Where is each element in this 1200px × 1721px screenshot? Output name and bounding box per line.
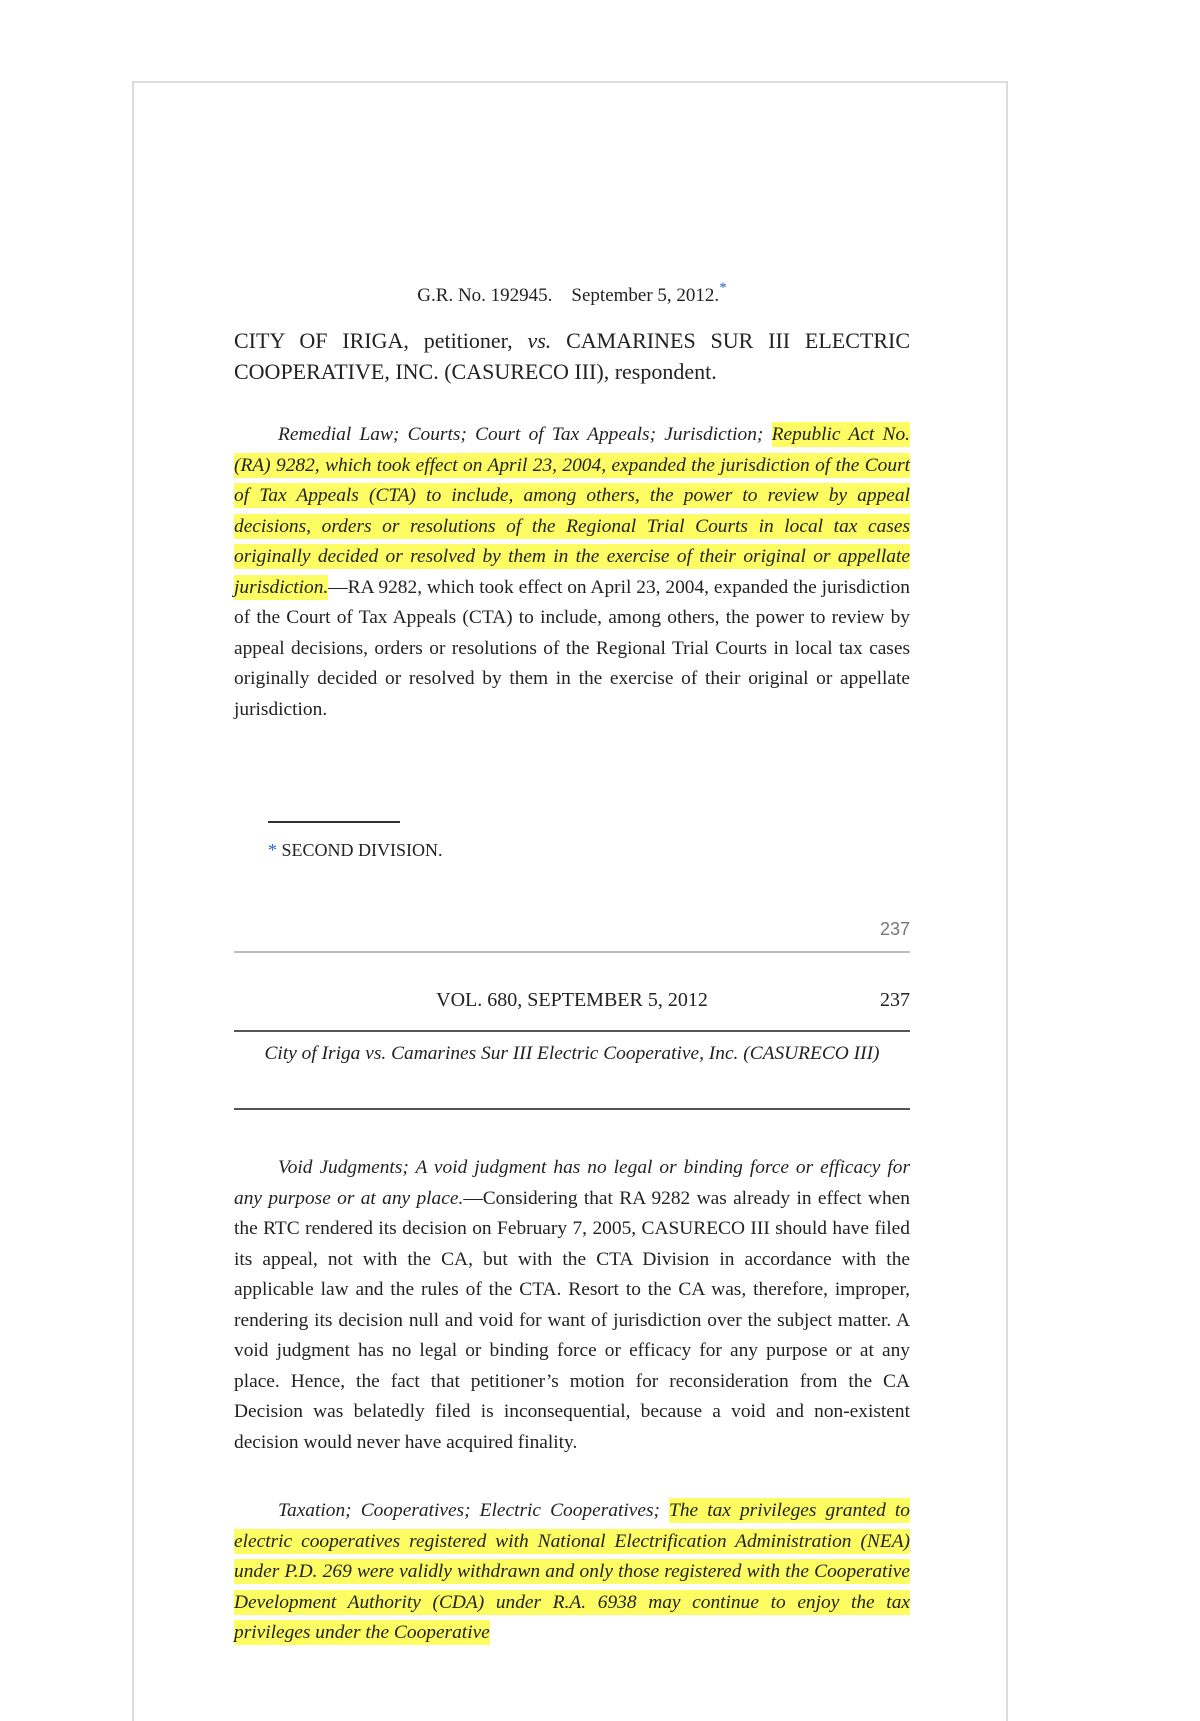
syllabus-topics: Remedial Law; Courts; Court of Tax Appeals; Jurisdiction; [278, 424, 772, 445]
header-rule-top [234, 1030, 910, 1032]
versus: vs. [527, 328, 552, 353]
header-rule-bottom [234, 1108, 910, 1110]
syllabus-topics: Void Judgments; [278, 1157, 416, 1178]
highlighted-doctrine[interactable]: Republic Act No. (RA) 9282, which took effect on April 23, 2004, expanded the jurisdiction of the Court of Tax Appeals (CTA) to include, among others, the power to review by appeal decisions, orders or resolutions of the Regional Trial Courts in local tax cases originally decided or resolved by them in the exercise of their original or appellate jurisdiction. [234, 424, 910, 598]
footnote-text: SECOND DIVISION. [281, 840, 443, 860]
highlighted-doctrine[interactable]: The tax privileges granted to electric cooperatives registered with National Electrification Administration (NEA) under P.D. 269 were validly withdrawn and only those registered with the Cooperative Development Authority (CDA) under R.A. 6938 may continue to enjoy the tax privileges under the Cooperative [234, 1500, 910, 1643]
syllabus-text: —Considering that RA 9282 was already in effect when the RTC rendered its decision on February 7, 2005, CASURECO III should have filed its appeal, not with the CA, but with the CTA Division in accordance with the applicable law and the rules of the CTA. Resort to the CA was, therefore, improper, rendering its decision null and void for want of jurisdiction over the subject matter. A void judgment has no legal or binding force or efficacy for any purpose or at any place. Hence, the fact that petitioner’s motion for reconsideration from the CA Decision was belatedly filed is inconsequential, because a void and non-existent decision would never have acquired finality. [234, 1187, 910, 1453]
syllabus-doctrine: A void judgment has no legal or binding force or efficacy for any purpose or at any place. [234, 1157, 910, 1209]
footnote-divider [268, 821, 400, 823]
syllabus-text: —RA 9282, which took effect on April 23, 2004, expanded the jurisdiction of the Court of Tax Appeals (CTA) to include, among others, the power to review by appeal decisions, orders or resolutions of the Regional Trial Courts in local tax cases originally decided or resolved by them in the exercise of their original or appellate jurisdiction. [234, 576, 910, 720]
syllabus-paragraph-1 [234, 420, 910, 725]
syllabus-paragraph-3 [234, 1496, 910, 1649]
decision-date: September 5, 2012. [571, 285, 720, 306]
footnote [268, 840, 443, 861]
page-number: 237 [879, 919, 910, 939]
syllabus-paragraph-2 [234, 1153, 910, 1458]
case-number-line [234, 280, 910, 307]
respondent: CAMARINES SUR III ELECTRIC COOPERATIVE, INC. (CASURECO III), respondent. [234, 328, 911, 384]
footnote-marker: * [268, 840, 277, 860]
footnote-reference[interactable]: * [719, 280, 727, 296]
page-break-divider [234, 951, 910, 953]
header-page-number: 237 [880, 989, 910, 1011]
syllabus-topics: Taxation; Cooperatives; Electric Cooperatives; [278, 1500, 670, 1521]
volume-label: VOL. 680, SEPTEMBER 5, 2012 [436, 989, 708, 1011]
case-parties [234, 325, 910, 387]
gr-number: G.R. No. 192945. [417, 285, 553, 306]
document-page [132, 81, 1008, 1721]
case-caption: City of Iriga vs. Camarines Sur III Electric Cooperative, Inc. (CASURECO III) [264, 1043, 880, 1064]
petitioner: CITY OF IRIGA, petitioner, [234, 328, 513, 353]
